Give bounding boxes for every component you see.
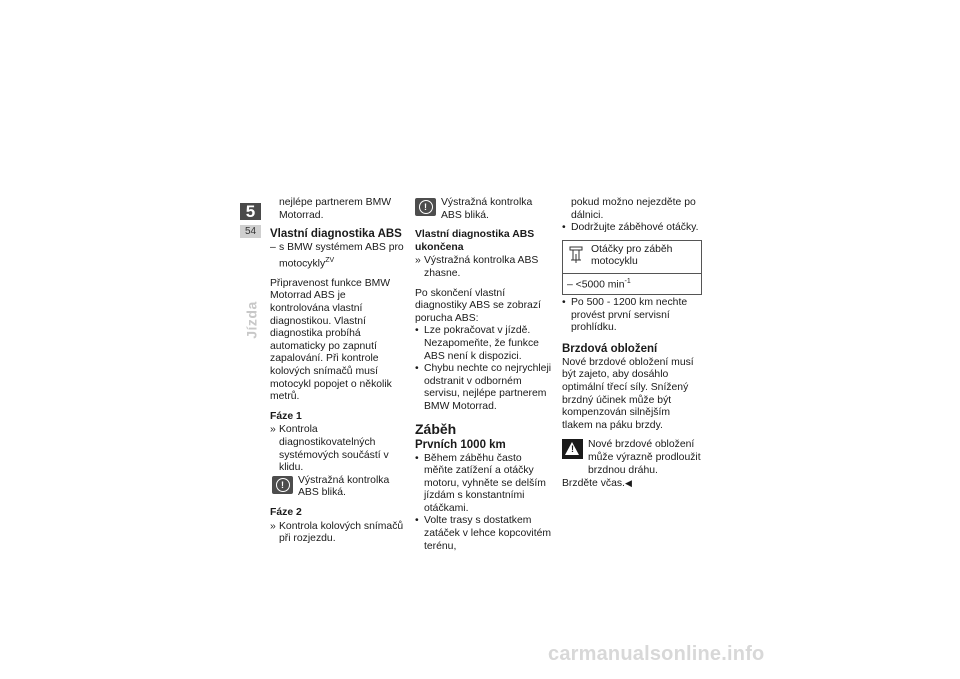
column-2 <box>415 197 553 553</box>
end-item-text: Výstražná kontrolka ABS zhasne. <box>424 255 539 279</box>
list-item <box>415 325 553 363</box>
list-item <box>562 297 702 335</box>
brake-warning-text: Nové brzdové obložení může výrazně prodloužit brzdnou dráhu. <box>588 439 701 476</box>
list-item-text: Chybu nechte co nejrychleji odstranit v odborném servisu, nejlépe partnerem BMW Motorrad. <box>424 363 552 412</box>
heading-first-1000km: Prvních 1000 km <box>415 438 506 451</box>
dash-marker: – <box>270 242 276 254</box>
phase-2-item <box>270 521 408 546</box>
rpm-box-label: Otáčky pro záběh motocyklu <box>591 243 673 268</box>
end-of-section-icon: ◀ <box>624 478 632 489</box>
heading-phase-1: Fáze 1 <box>270 410 302 422</box>
list-item-text: Dodržujte záběhové otáčky. <box>571 222 699 234</box>
run-in-rpm-box <box>562 240 702 295</box>
chevron-marker: » <box>270 424 276 436</box>
rev-counter-icon <box>569 246 583 264</box>
abs-warning-row <box>415 197 553 222</box>
heading-run-in: Záběh <box>415 420 457 437</box>
phase-1-item <box>270 424 408 474</box>
end-item <box>415 255 553 280</box>
column-1 <box>270 197 408 546</box>
abs-warning-icon: ! <box>415 198 436 216</box>
continued-text: nejlépe partnerem BMW Motorrad. <box>279 197 392 221</box>
dash-item-text: s BMW systémem ABS pro motocykly <box>279 242 404 270</box>
list-item-text: Během záběhu často měňte zatížení a otáčky motoru, vyhněte se delším jízdám s konstantními otáčkami. <box>424 452 546 514</box>
brake-early-text: Brzděte včas.◀ <box>562 478 632 490</box>
brake-pads-paragraph: Nové brzdové obložení musí být zajeto, aby dosáhlo optimální třecí síly. Snížený brzdný účinek může být kompenzován silnějším tlakem na páku brzdy. <box>562 356 694 431</box>
bullet-marker: • <box>415 363 419 375</box>
optional-equipment-mark: ZV <box>325 256 335 264</box>
column-3 <box>562 197 702 491</box>
abs-warning-icon: ! <box>272 476 293 494</box>
dash-marker: – <box>567 279 573 291</box>
chevron-marker: » <box>415 255 421 267</box>
self-diagnosis-paragraph: Připravenost funkce BMW Motorrad ABS je kontrolována vlastní diagnostikou. Vlastní diagnostika probíhá automaticky po zapnutí zapalování. Při kontrole kolových snímačů musí motocykl popojet o několik metrů. <box>270 277 392 403</box>
list-item <box>562 222 702 235</box>
chapter-tab: 5 <box>240 203 261 220</box>
heading-diagnosis-complete: Vlastní diagnostika ABS ukončena <box>415 229 535 253</box>
bullet-marker: • <box>562 297 566 309</box>
list-item <box>415 363 553 413</box>
list-item-text: Po 500 - 1200 km nechte provést první servisní prohlídku. <box>571 297 688 334</box>
section-label: Jízda <box>243 301 260 339</box>
continued-text: pokud možno nejezděte po dálnici. <box>571 197 696 221</box>
list-item-text: Lze pokračovat v jízdě. Nezapomeňte, že funkce ABS není k dispozici. <box>424 325 539 362</box>
warning-triangle-icon: ! <box>562 439 583 459</box>
list-item-text: Volte trasy s dostatkem zatáček v lehce kopcovitém terénu, <box>424 515 552 552</box>
abs-warning-text: Výstražná kontrolka ABS bliká. <box>298 474 390 499</box>
chevron-marker: » <box>270 520 276 532</box>
heading-phase-2: Fáze 2 <box>270 506 302 518</box>
list-item <box>415 515 553 553</box>
watermark: carmanualsonline.info <box>548 643 765 665</box>
bullet-marker: • <box>415 452 419 464</box>
rpm-box-value: <5000 min <box>575 279 625 291</box>
phase-2-text: Kontrola kolových snímačů při rozjezdu. <box>279 520 404 545</box>
rpm-unit-exponent: -1 <box>624 277 631 285</box>
fault-paragraph: Po skončení vlastní diagnostiky ABS se zobrazí porucha ABS: <box>415 287 541 324</box>
bullet-marker: • <box>562 222 566 234</box>
rpm-box-header <box>563 241 701 274</box>
rpm-box-value-row <box>563 274 701 294</box>
phase-1-text: Kontrola diagnostikovatelných systémových součástí v klidu. <box>279 424 389 474</box>
heading-self-diagnosis: Vlastní diagnostika ABS <box>270 228 402 241</box>
bullet-marker: • <box>415 325 419 337</box>
dash-item <box>270 242 408 271</box>
page-number: 54 <box>240 225 261 238</box>
list-item <box>415 453 553 516</box>
bullet-marker: • <box>415 515 419 527</box>
abs-warning-text: Výstražná kontrolka ABS bliká. <box>441 197 533 221</box>
abs-warning-row <box>272 475 408 500</box>
brake-warning <box>562 439 702 477</box>
heading-brake-pads: Brzdová obložení <box>562 342 658 355</box>
